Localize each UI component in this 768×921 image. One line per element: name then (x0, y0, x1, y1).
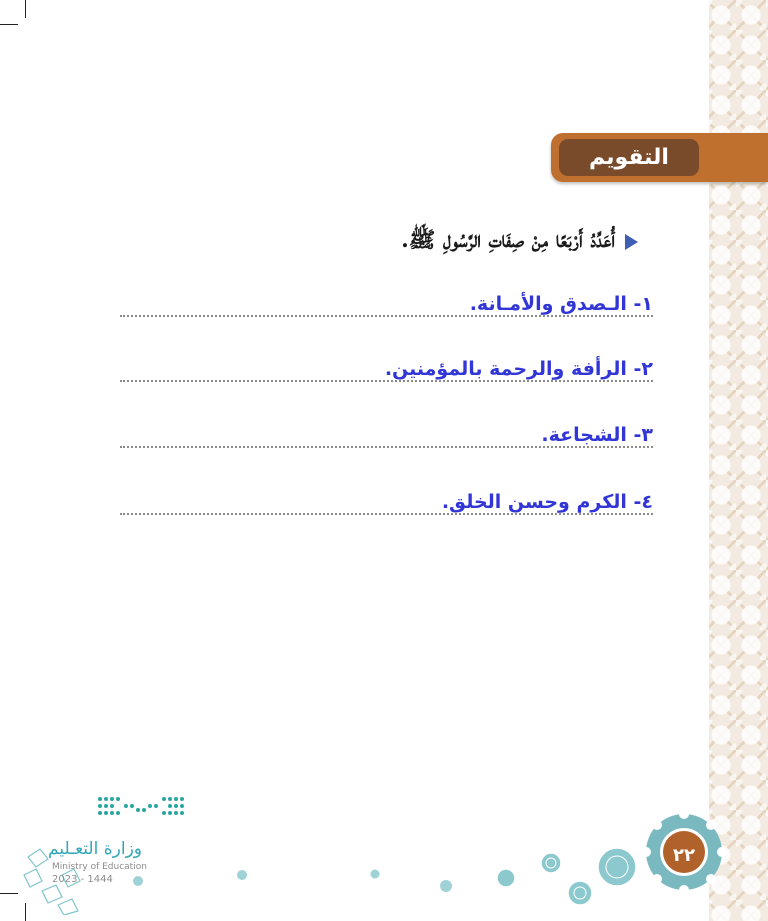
answer-line-1 (120, 277, 653, 317)
answer-text: ٤- الكرم وحسن الخلق. (441, 491, 653, 513)
dotted-line (120, 446, 653, 448)
page-number: ٢٢ (673, 845, 695, 866)
triangle-bullet-icon (625, 234, 638, 250)
answer-text: ٢- الرأفة والرحمة بالمؤمنين. (384, 358, 653, 380)
question (238, 224, 638, 260)
answer-text: ١- الـصدق والأمـانة. (469, 293, 653, 315)
dotted-line (120, 380, 653, 382)
section-tab-label-box (559, 139, 699, 176)
answer-text: ٣- الشجاعة. (541, 424, 653, 446)
section-title: التقويم (589, 145, 669, 170)
dotted-line (120, 513, 653, 515)
ministry-name-english: Ministry of Education (52, 862, 147, 872)
crop-mark-top-left (25, 0, 26, 18)
ministry-name-arabic: وزارة التعـليم (48, 839, 142, 859)
ministry-logo (22, 795, 192, 915)
question-text: أُعَدِّدُ أَرْبَعًا مِنْ صِفَاتِ الرَّسُولِ ﷺ. (401, 227, 615, 253)
ministry-dots-emblem (96, 795, 186, 821)
ministry-year: 2023 - 1444 (52, 874, 113, 885)
crop-mark-left-top (0, 24, 18, 25)
section-tab (551, 133, 768, 182)
dotted-line (120, 315, 653, 317)
answer-line-2 (120, 342, 653, 382)
answer-line-4 (120, 475, 653, 515)
answer-line-3 (120, 408, 653, 448)
